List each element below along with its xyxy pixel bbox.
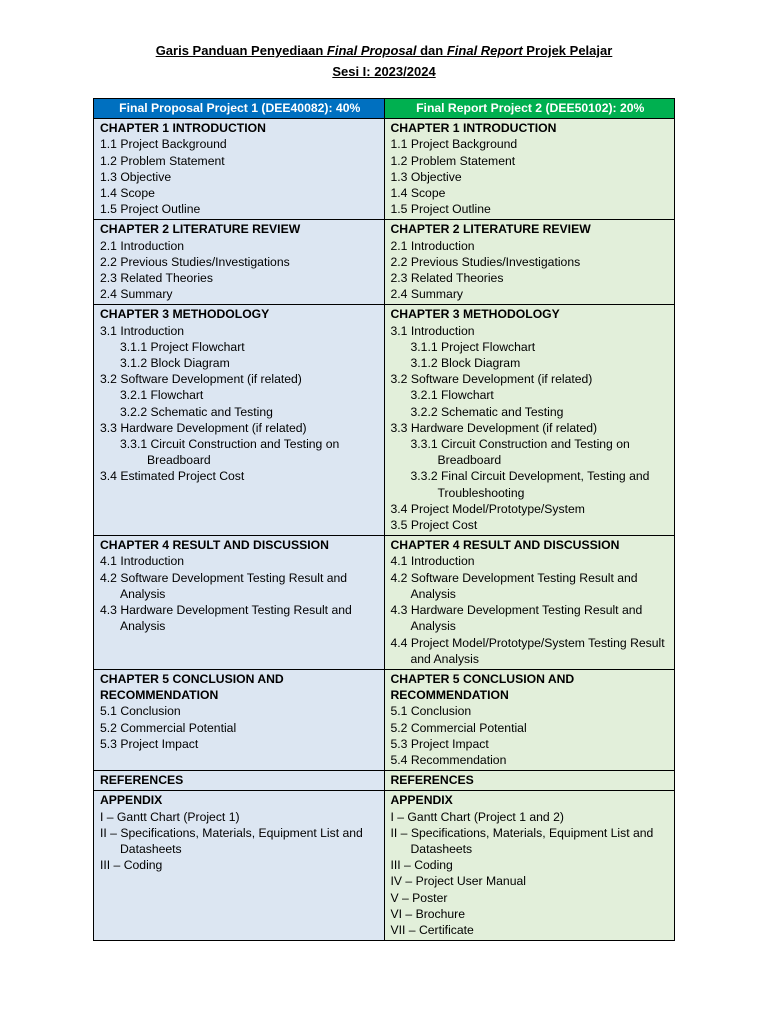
list-item: 5.3 Project Impact <box>100 736 199 751</box>
list-item: 1.1 Project Background <box>100 137 227 152</box>
list-item: 3.4 Estimated Project Cost <box>100 469 245 484</box>
list-item: 1.3 Objective <box>390 169 462 184</box>
chapter-heading: CHAPTER 3 METHODOLOGY <box>100 307 270 322</box>
proposal-header: Final Proposal Project 1 (DEE40082): 40% <box>94 99 385 119</box>
list-subitem: 3.3.1 Circuit Construction and Testing on Breadboard <box>120 437 340 468</box>
title-prefix: Garis Panduan Penyediaan <box>155 43 327 58</box>
list-item: 4.3 Hardware Development Testing Result and Analysis <box>390 603 643 634</box>
chapter-heading: CHAPTER 2 LITERATURE REVIEW <box>390 222 591 237</box>
list-item: 3.1 Introduction <box>100 323 185 338</box>
list-item: 3.4 Project Model/Prototype/System <box>390 501 585 516</box>
list-item: 1.2 Problem Statement <box>100 153 225 168</box>
proposal-chapter-3 <box>94 305 385 536</box>
list-item: 2.1 Introduction <box>100 238 185 253</box>
report-appendix <box>384 791 675 941</box>
list-subitem: 3.2.1 Flowchart <box>120 388 204 403</box>
list-subitem: 3.2.2 Schematic and Testing <box>410 404 564 419</box>
report-header: Final Report Project 2 (DEE50102): 20% <box>384 99 675 119</box>
list-subitem: 3.1.1 Project Flowchart <box>120 339 245 354</box>
proposal-appendix <box>94 791 385 941</box>
list-subitem: 3.2.1 Flowchart <box>410 388 494 403</box>
list-subitem: 3.2.2 Schematic and Testing <box>120 404 273 419</box>
list-item: 5.4 Recommendation <box>390 752 507 767</box>
proposal-chapter-4 <box>94 536 385 670</box>
proposal-references: REFERENCES <box>94 771 385 791</box>
list-item: IV – Project User Manual <box>390 874 526 889</box>
report-chapter-4 <box>384 536 675 670</box>
list-subitem: 3.1.2 Block Diagram <box>120 356 230 371</box>
list-subitem: 3.1.2 Block Diagram <box>410 356 521 371</box>
list-item: 3.2 Software Development (if related) <box>100 372 302 387</box>
list-item: 3.3 Hardware Development (if related) <box>390 420 598 435</box>
list-subitem: 3.3.1 Circuit Construction and Testing on Breadboard <box>410 437 630 468</box>
report-chapter-5 <box>384 669 675 770</box>
list-item: III – Coding <box>390 858 453 873</box>
list-item: 4.2 Software Development Testing Result and Analysis <box>390 570 638 601</box>
list-item: 4.2 Software Development Testing Result and Analysis <box>100 570 348 601</box>
list-item: 4.1 Introduction <box>390 554 475 569</box>
list-subitem: 3.3.2 Final Circuit Development, Testing and Troubleshooting <box>410 469 650 500</box>
list-item: 1.3 Objective <box>100 169 172 184</box>
chapter-heading: CHAPTER 1 INTRODUCTION <box>390 121 557 136</box>
list-item: VII – Certificate <box>390 922 474 937</box>
appendix-heading: APPENDIX <box>100 793 163 808</box>
list-item: III – Coding <box>100 858 163 873</box>
title-final-proposal: Final Proposal <box>326 43 417 58</box>
chapter-5-row <box>94 669 675 770</box>
list-item: 2.1 Introduction <box>390 238 475 253</box>
list-item: 4.3 Hardware Development Testing Result and Analysis <box>100 603 352 634</box>
chapter-4-row <box>94 536 675 670</box>
list-item: 5.3 Project Impact <box>390 736 489 751</box>
proposal-chapter-1 <box>94 119 385 220</box>
list-subitem: 3.1.1 Project Flowchart <box>410 339 536 354</box>
list-item: 1.1 Project Background <box>390 137 518 152</box>
references-row <box>94 771 675 791</box>
chapter-heading: CHAPTER 4 RESULT AND DISCUSSION <box>100 538 329 553</box>
appendix-row <box>94 791 675 941</box>
list-item: II – Specifications, Materials, Equipment List and Datasheets <box>390 825 654 856</box>
list-item: 4.1 Introduction <box>100 554 185 569</box>
list-item: 1.2 Problem Statement <box>390 153 516 168</box>
list-item: V – Poster <box>390 890 448 905</box>
list-item: 2.4 Summary <box>100 287 173 302</box>
proposal-chapter-2 <box>94 220 385 305</box>
list-item: 1.5 Project Outline <box>100 202 201 217</box>
list-item: 5.1 Conclusion <box>390 704 472 719</box>
chapter-3-row <box>94 305 675 536</box>
report-chapter-2 <box>384 220 675 305</box>
report-chapter-3 <box>384 305 675 536</box>
document-title <box>0 43 768 58</box>
list-item: 5.2 Commercial Potential <box>100 720 237 735</box>
chapter-heading: CHAPTER 3 METHODOLOGY <box>390 307 560 322</box>
guideline-table <box>93 98 675 941</box>
chapter-2-row <box>94 220 675 305</box>
chapter-heading: CHAPTER 5 CONCLUSION AND RECOMMENDATION <box>390 671 575 703</box>
list-item: 3.2 Software Development (if related) <box>390 372 593 387</box>
list-item: II – Specifications, Materials, Equipment List and Datasheets <box>100 825 363 856</box>
chapter-heading: CHAPTER 1 INTRODUCTION <box>100 121 266 136</box>
list-item: 2.3 Related Theories <box>100 271 213 286</box>
report-chapter-1 <box>384 119 675 220</box>
title-conjunction: dan <box>416 43 447 58</box>
list-item: 2.4 Summary <box>390 287 463 302</box>
list-item: 3.3 Hardware Development (if related) <box>100 420 307 435</box>
title-final-report: Final Report <box>446 43 523 58</box>
list-item: 3.1 Introduction <box>390 323 475 338</box>
report-references: REFERENCES <box>384 771 675 791</box>
list-item: 5.2 Commercial Potential <box>390 720 527 735</box>
list-item: 2.2 Previous Studies/Investigations <box>390 254 581 269</box>
list-item: 1.4 Scope <box>390 186 446 201</box>
list-item: 1.4 Scope <box>100 186 155 201</box>
list-item: I – Gantt Chart (Project 1) <box>100 809 240 824</box>
list-item: 2.2 Previous Studies/Investigations <box>100 254 290 269</box>
list-item: 5.1 Conclusion <box>100 704 181 719</box>
list-item: 4.4 Project Model/Prototype/System Testing Result and Analysis <box>390 635 665 666</box>
list-item: 2.3 Related Theories <box>390 271 504 286</box>
list-item: 1.5 Project Outline <box>390 202 491 217</box>
chapter-1-row <box>94 119 675 220</box>
list-item: 3.5 Project Cost <box>390 518 478 533</box>
chapter-heading: CHAPTER 5 CONCLUSION AND RECOMMENDATION <box>100 671 284 703</box>
chapter-heading: CHAPTER 2 LITERATURE REVIEW <box>100 222 301 237</box>
appendix-heading: APPENDIX <box>390 793 453 808</box>
title-suffix: Projek Pelajar <box>522 43 613 58</box>
proposal-chapter-5 <box>94 669 385 770</box>
list-item: VI – Brochure <box>390 906 466 921</box>
document-session: Sesi I: 2023/2024 <box>332 64 436 79</box>
chapter-heading: CHAPTER 4 RESULT AND DISCUSSION <box>390 538 620 553</box>
header-row <box>94 99 675 119</box>
list-item: I – Gantt Chart (Project 1 and 2) <box>390 809 564 824</box>
